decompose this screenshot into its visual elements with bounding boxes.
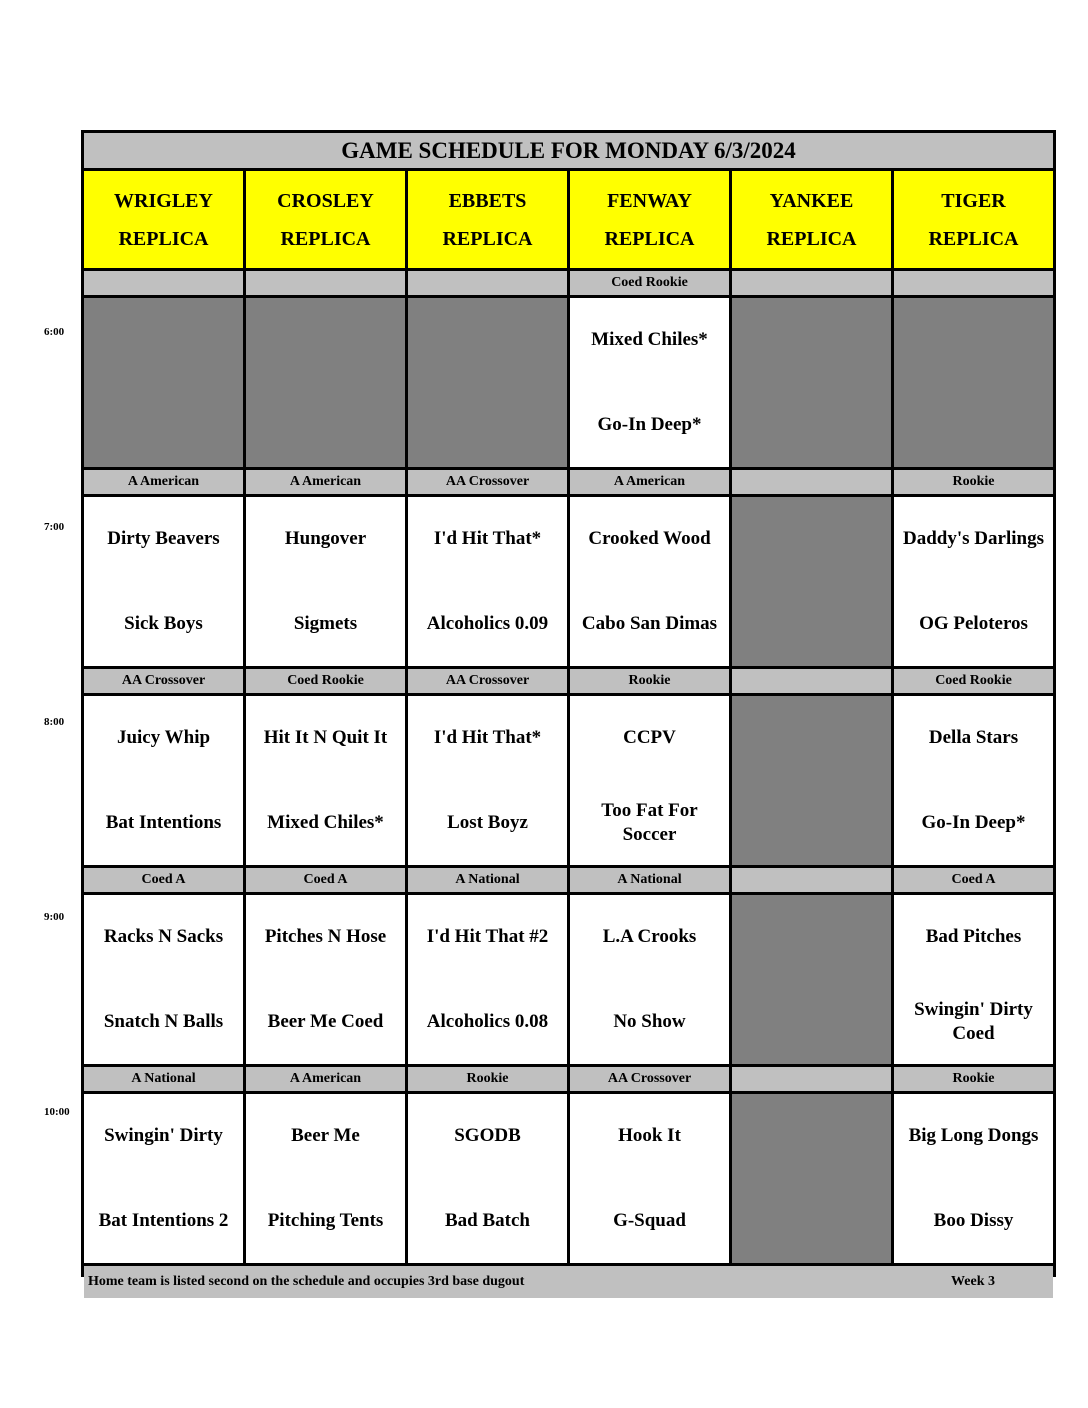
home-team: No Show	[613, 1010, 686, 1032]
home-team: G-Squad	[613, 1209, 686, 1231]
field-header	[732, 171, 891, 268]
home-team: Alcoholics 0.08	[426, 1010, 549, 1032]
away-team: Hit It N Quit It	[263, 727, 388, 749]
away-team: Juicy Whip	[116, 727, 211, 749]
home-team: OG Peloteros	[919, 612, 1028, 634]
away-team	[732, 1094, 891, 1179]
away-team: Big Long Dongs	[908, 1125, 1039, 1147]
away-team: Crooked Wood	[588, 528, 711, 550]
division-label: Coed Rookie	[246, 669, 405, 693]
division-label: AA Crossover	[570, 1067, 729, 1091]
division-label: Coed A	[84, 868, 243, 892]
game-slot	[408, 497, 567, 666]
field-header	[84, 171, 243, 268]
away-team	[732, 298, 891, 383]
away-team: Hungover	[284, 528, 367, 550]
home-team: Too Fat For Soccer	[601, 800, 698, 845]
division-label: Rookie	[570, 669, 729, 693]
division-label	[732, 470, 891, 494]
away-team: Racks N Sacks	[103, 926, 224, 948]
away-team: L.A Crooks	[602, 926, 697, 948]
field-subtitle: REPLICA	[928, 227, 1019, 250]
empty-game-slot	[84, 298, 243, 467]
schedule-title: GAME SCHEDULE FOR MONDAY 6/3/2024	[84, 133, 1053, 168]
home-team	[732, 383, 891, 468]
division-label: A National	[84, 1067, 243, 1091]
division-label	[732, 1067, 891, 1091]
field-header	[570, 171, 729, 268]
division-label: A American	[246, 470, 405, 494]
home-team: Lost Boyz	[447, 811, 528, 833]
game-slot	[84, 497, 243, 666]
division-label: Coed A	[246, 868, 405, 892]
away-team	[732, 895, 891, 980]
division-label: Rookie	[408, 1067, 567, 1091]
time-label: 8:00	[44, 716, 65, 728]
time-label: 10:00	[44, 1106, 70, 1118]
division-label	[732, 669, 891, 693]
field-name: EBBETS	[448, 189, 527, 212]
empty-game-slot	[408, 298, 567, 467]
game-slot	[408, 1094, 567, 1263]
field-subtitle: REPLICA	[118, 227, 209, 250]
home-team: Beer Me Coed	[267, 1010, 384, 1032]
home-team-note: Home team is listed second on the schedule and occupies 3rd base dugout	[88, 1274, 525, 1289]
division-label: A National	[408, 868, 567, 892]
game-slot	[246, 696, 405, 865]
home-team: Snatch N Balls	[103, 1010, 224, 1032]
field-name: FENWAY	[607, 189, 692, 212]
field-subtitle: REPLICA	[604, 227, 695, 250]
game-slot	[246, 895, 405, 1064]
away-team	[732, 497, 891, 582]
home-team: Boo Dissy	[933, 1209, 1014, 1231]
empty-game-slot	[732, 497, 891, 666]
game-slot	[84, 696, 243, 865]
division-label	[894, 271, 1053, 295]
time-label: 7:00	[44, 521, 65, 533]
game-slot	[570, 497, 729, 666]
home-team	[894, 383, 1053, 468]
game-slot	[570, 696, 729, 865]
division-label: A American	[246, 1067, 405, 1091]
division-label: AA Crossover	[408, 470, 567, 494]
away-team: Hook It	[618, 1125, 681, 1147]
away-team: I'd Hit That*	[433, 528, 542, 550]
game-slot	[246, 497, 405, 666]
division-label	[84, 271, 243, 295]
field-subtitle: REPLICA	[442, 227, 533, 250]
time-label: 9:00	[44, 911, 65, 923]
home-team: Go-In Deep*	[921, 811, 1026, 833]
home-team: Sick Boys	[124, 612, 203, 634]
away-team: Bad Pitches	[925, 926, 1022, 948]
empty-game-slot	[894, 298, 1053, 467]
division-label: Coed Rookie	[570, 271, 729, 295]
away-team	[894, 298, 1053, 383]
home-team: Alcoholics 0.09	[426, 612, 549, 634]
game-slot	[408, 696, 567, 865]
game-slot	[570, 1094, 729, 1263]
field-header	[246, 171, 405, 268]
away-team: CCPV	[623, 727, 676, 749]
empty-game-slot	[732, 298, 891, 467]
field-subtitle: REPLICA	[766, 227, 857, 250]
division-label: A American	[84, 470, 243, 494]
home-team	[732, 582, 891, 667]
time-label: 6:00	[44, 326, 65, 338]
home-team	[732, 781, 891, 866]
away-team: Mixed Chiles*	[591, 329, 708, 351]
away-team: I'd Hit That #2	[426, 926, 549, 948]
home-team: Bat Intentions	[105, 811, 222, 833]
home-team: Mixed Chiles*	[267, 811, 384, 833]
division-label: A American	[570, 470, 729, 494]
division-label: Coed A	[894, 868, 1053, 892]
away-team: Swingin' Dirty	[104, 1125, 223, 1147]
home-team: Go-In Deep*	[597, 413, 702, 435]
empty-game-slot	[732, 696, 891, 865]
game-slot	[894, 696, 1053, 865]
away-team: Della Stars	[928, 727, 1019, 749]
empty-game-slot	[732, 895, 891, 1064]
home-team	[408, 383, 567, 468]
game-slot	[570, 895, 729, 1064]
game-slot	[894, 497, 1053, 666]
home-team	[732, 1179, 891, 1264]
away-team: Beer Me	[291, 1125, 360, 1147]
away-team	[732, 696, 891, 781]
game-slot	[84, 895, 243, 1064]
division-label	[732, 868, 891, 892]
division-label: Coed Rookie	[894, 669, 1053, 693]
game-slot	[246, 1094, 405, 1263]
division-label	[732, 271, 891, 295]
away-team: Daddy's Darlings	[903, 528, 1044, 550]
game-slot	[84, 1094, 243, 1263]
schedule-footer	[84, 1266, 1053, 1298]
division-label: AA Crossover	[84, 669, 243, 693]
empty-game-slot	[246, 298, 405, 467]
division-label: Rookie	[894, 470, 1053, 494]
week-label: Week 3	[951, 1274, 995, 1289]
home-team	[84, 383, 243, 468]
home-team	[246, 383, 405, 468]
home-team	[732, 980, 891, 1065]
division-label	[408, 271, 567, 295]
field-name: TIGER	[941, 189, 1006, 212]
home-team: Sigmets	[293, 612, 358, 634]
field-name: YANKEE	[769, 189, 854, 212]
away-team: SGODB	[454, 1125, 521, 1147]
game-slot	[570, 298, 729, 467]
schedule-table	[81, 130, 1056, 1289]
game-slot	[894, 895, 1053, 1064]
away-team	[246, 298, 405, 383]
away-team: I'd Hit That*	[433, 727, 542, 749]
division-label: A National	[570, 868, 729, 892]
field-name: WRIGLEY	[114, 189, 213, 212]
away-team: Pitches N Hose	[264, 926, 387, 948]
division-label: Rookie	[894, 1067, 1053, 1091]
away-team	[408, 298, 567, 383]
game-slot	[408, 895, 567, 1064]
home-team: Cabo San Dimas	[581, 612, 718, 634]
away-team: Dirty Beavers	[107, 528, 220, 550]
division-label: AA Crossover	[408, 669, 567, 693]
empty-game-slot	[732, 1094, 891, 1263]
field-header	[408, 171, 567, 268]
home-team: Bat Intentions 2	[98, 1209, 229, 1231]
home-team: Bad Batch	[445, 1209, 530, 1231]
home-team: Swingin' Dirty Coed	[914, 999, 1033, 1044]
game-slot	[894, 1094, 1053, 1263]
field-header	[894, 171, 1053, 268]
division-label	[246, 271, 405, 295]
field-name: CROSLEY	[277, 189, 374, 212]
home-team: Pitching Tents	[267, 1209, 384, 1231]
away-team	[84, 298, 243, 383]
field-subtitle: REPLICA	[280, 227, 371, 250]
